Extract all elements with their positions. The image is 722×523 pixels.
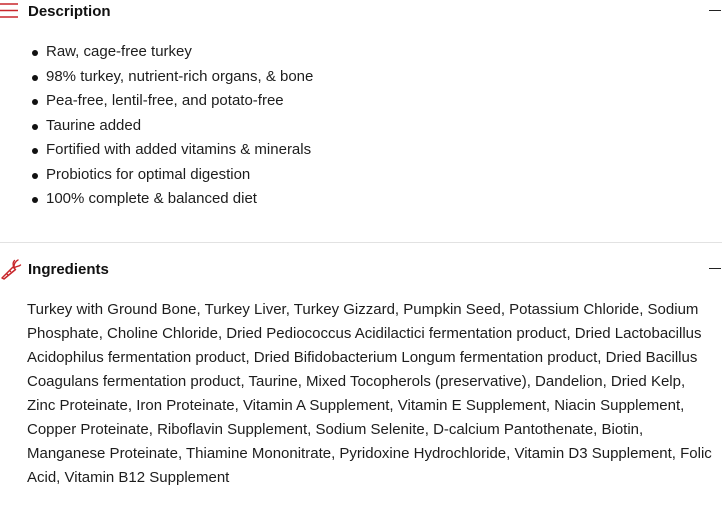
list-item: Raw, cage-free turkey [28, 40, 313, 65]
ingredients-collapse-icon[interactable] [708, 259, 722, 277]
list-item: Probiotics for optimal digestion [28, 163, 313, 188]
ingredients-header[interactable] [0, 258, 722, 284]
list-item: 98% turkey, nutrient-rich organs, & bone [28, 65, 313, 90]
ingredients-text: Turkey with Ground Bone, Turkey Liver, Turkey Gizzard, Pumpkin Seed, Potassium Chloride, Sodium Phosphate, Choline Chloride, Dried Pediococcus Acidilactici fermentation product, Dried Lactobacillus Acidophilus fermentation product, Dried Bifidobacterium Longum fermentation product, Dried Bacillus Coagulans fermentation product, Taurine, Mixed Tocopherols (preservative), Dandelion, Dried Kelp, Zinc Proteinate, Iron Proteinate, Vitamin A Supplement, Vitamin E Supplement, Niacin Supplement, Copper Proteinate, Riboflavin Supplement, Sodium Selenite, D-calcium Pantothenate, Biotin, Manganese Proteinate, Thiamine Mononitrate, Pyridoxine Hydrochloride, Vitamin D3 Supplement, Folic Acid, Vitamin B12 Supplement [27, 301, 712, 486]
list-item: Pea-free, lentil-free, and potato-free [28, 89, 313, 114]
carrot-icon [0, 258, 20, 280]
list-item: Fortified with added vitamins & minerals [28, 138, 313, 163]
section-divider [0, 242, 722, 243]
menu-lines-icon [0, 0, 20, 22]
description-collapse-icon[interactable] [708, 1, 722, 19]
description-header[interactable] [0, 0, 722, 26]
ingredients-title: Ingredients [28, 261, 109, 278]
list-item: Taurine added [28, 114, 313, 139]
description-title: Description [28, 3, 111, 20]
description-list [28, 40, 313, 212]
list-item: 100% complete & balanced diet [28, 187, 313, 212]
